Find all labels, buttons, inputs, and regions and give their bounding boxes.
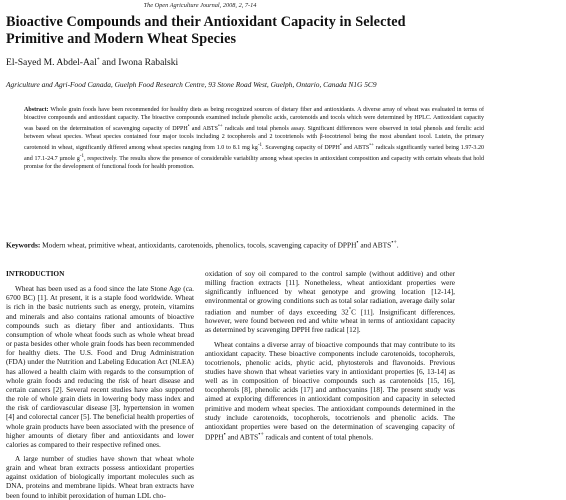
author-2: Iwona Rabalski bbox=[118, 57, 179, 69]
affiliation: Agriculture and Agri-Food Canada, Guelph Food Research Centre, 93 Stone Road West, Guelph, Ontario, Canada N1G 5C9 bbox=[6, 80, 377, 89]
abstract-sup-d: • bbox=[339, 142, 342, 148]
abstract-sup-b: •+ bbox=[217, 123, 223, 129]
right-paragraph-1 bbox=[205, 269, 455, 335]
paper-title bbox=[6, 14, 566, 47]
abstract-text-f: radicals significantly varied being 1.97-3.20 and 17.1-24.7 µmole g bbox=[24, 144, 484, 162]
right-p2-sup-1: • bbox=[223, 432, 226, 439]
author-separator: and bbox=[99, 57, 119, 69]
title-line-2: Primitive and Modern Wheat Species bbox=[6, 30, 237, 47]
abstract bbox=[24, 107, 484, 172]
author-1: El-Sayed M. Abdel-Aal bbox=[6, 57, 97, 69]
right-p1-text-a: oxidation of soy oil compared to the control sample (without additive) and other milling fraction extracts [11]. Nonetheless, wheat antioxidant properties were significantly influenced by wheat genotype and growing location [12-14], environmental or growing conditions such as total solar radiation, average daily solar radiation and number of days exceeding 32 bbox=[205, 269, 455, 317]
title-line-1: Bioactive Compounds and their Antioxidant Capacity in Selected bbox=[6, 14, 406, 30]
right-p2-text-a: Wheat contains a diverse array of bioactive compounds that may contribute to its antioxidant capacity. These bioactive components include carotenoids, tocopherols, tocotrienols, phenolic acids, phytic acid, phytosterols and flavonoids. Previous studies have shown that wheat varieties vary in antioxidant properties [6, 13-14] as well as in composition of bioactive compounds such as carotenoids [15, 16], tocopherols [8], phenolic acids [17] and anthocyanins [18]. The present study was aimed at exploring differences in antioxidant composition and capacity in selected primitive and modern wheat species. The antioxidant compounds determined in the study include carotenoids, tocopherols, tocotrienols and phenolic acids. The antioxidant properties were based on the determination of scavenging capacity of DPPH bbox=[205, 339, 455, 442]
abstract-text-g: , respectively. The results show the presence of considerable variability among wheat species in antioxidant composition and capacity with certain wheats that hold promise for the development of functional foods for health promotion. bbox=[24, 155, 484, 170]
keywords-label: Keywords: bbox=[6, 240, 41, 250]
author-list bbox=[6, 57, 178, 68]
keywords-text-b: and ABTS bbox=[358, 240, 392, 250]
right-paragraph-2 bbox=[205, 340, 455, 442]
keywords-sup-a: • bbox=[356, 240, 359, 246]
intro-paragraph-2: A large number of studies have shown that wheat whole grain and wheat bran extracts possess antioxidant properties against oxidation of biologically important molecules such as DNA, proteins and membrane lipids. Wheat bran extracts have been found to inhibit peroxidation of human LDL cho- bbox=[6, 453, 194, 500]
abstract-sup-c: -1 bbox=[257, 142, 263, 148]
abstract-text-a: Whole grain foods have been recommended for healthy diets as being recognized sources of dietary fiber and antioxidants. A diverse array of wheat was evaluated in terms of bioactive compounds and antioxidant capacity. The bioactive compounds examined include phenolic acids, carotenoids and tocols which were determined by HPLC. Antioxidant capacity was based on the determination of scavenging capacity of DPPH bbox=[24, 107, 484, 132]
abstract-text-c: radicals and total phenols assay. Significant differences were observed in total phenols and ferulic acid between wheat species. Wheat species contained four major tocols including 2 tocopherols and 2 tocotrienols with β-tocotrienol being the most abundant tocol. Lutein, the primary carotenoid in wheat, significantly differed among wheat species ranging from 1.0 to 8.1 mg kg bbox=[24, 125, 484, 151]
abstract-sup-f: -1 bbox=[79, 153, 84, 159]
right-column bbox=[205, 269, 455, 442]
abstract-text-b: and ABTS bbox=[189, 125, 218, 132]
running-header: The Open Agriculture Journal, 2008, 2, 7-14 bbox=[143, 2, 257, 9]
keywords bbox=[6, 239, 436, 250]
right-p2-text-b: and ABTS bbox=[225, 432, 259, 442]
right-p2-sup-2: •+ bbox=[258, 432, 264, 439]
degree-symbol: ° bbox=[348, 306, 352, 313]
right-p2-text-c: radicals and content of total phenols. bbox=[263, 432, 374, 442]
left-column bbox=[6, 269, 194, 500]
intro-paragraph-1: Wheat has been used as a food since the late Stone Age (ca. 6700 BC) [1]. At present, it is a staple food worldwide. Wheat is rich in the basic nutrients such as energy, protein, vitamins and minerals and also contains rational amounts of bioactive compounds such as dietary fiber and antioxidants. Thus consumption of whole wheat foods such as whole wheat bread or pasta besides other whole grain foods has been recommended for healthy diets. The U.S. Food and Drug Administration (FDA) under the Nutrition and Labeling Education Act (NLEA) has allowed a health claim with regards to the consumption of whole grain foods and reducing the risk of heart disease and certain cancers [2]. Several recent studies have also supported the role of whole grain diets in lowering body mass index and the risk of cardiovascular disease [3], hypertension in women [4] and colorectal cancer [5]. The beneficial health properties of whole grain products have been associated with the presence of higher amounts of dietary fiber and antioxidants and lower calories as compared to their respective refined ones. bbox=[6, 284, 194, 449]
abstract-text-e: and ABTS bbox=[341, 144, 370, 151]
keywords-sup-b: •+ bbox=[391, 240, 397, 246]
abstract-text-d: . Scavenging capacity of DPPH bbox=[262, 144, 340, 151]
right-p1-text-b: C [11]. Insignificant differences, however, were found between red and white wheat in terms of antioxidant capacity as determined by scavenging DPPH free radical [12]. bbox=[205, 307, 455, 335]
keywords-text-c: . bbox=[396, 240, 399, 250]
abstract-label: Abstract: bbox=[24, 107, 49, 113]
corresponding-mark: * bbox=[96, 57, 100, 63]
abstract-sup-e: •+ bbox=[369, 142, 374, 148]
section-heading-introduction: INTRODUCTION bbox=[6, 269, 65, 278]
keywords-text-a: Modern wheat, primitive wheat, antioxidants, carotenoids, phenolics, tocols, scavenging capacity of DPPH bbox=[40, 240, 357, 250]
abstract-sup-a: • bbox=[187, 123, 190, 129]
